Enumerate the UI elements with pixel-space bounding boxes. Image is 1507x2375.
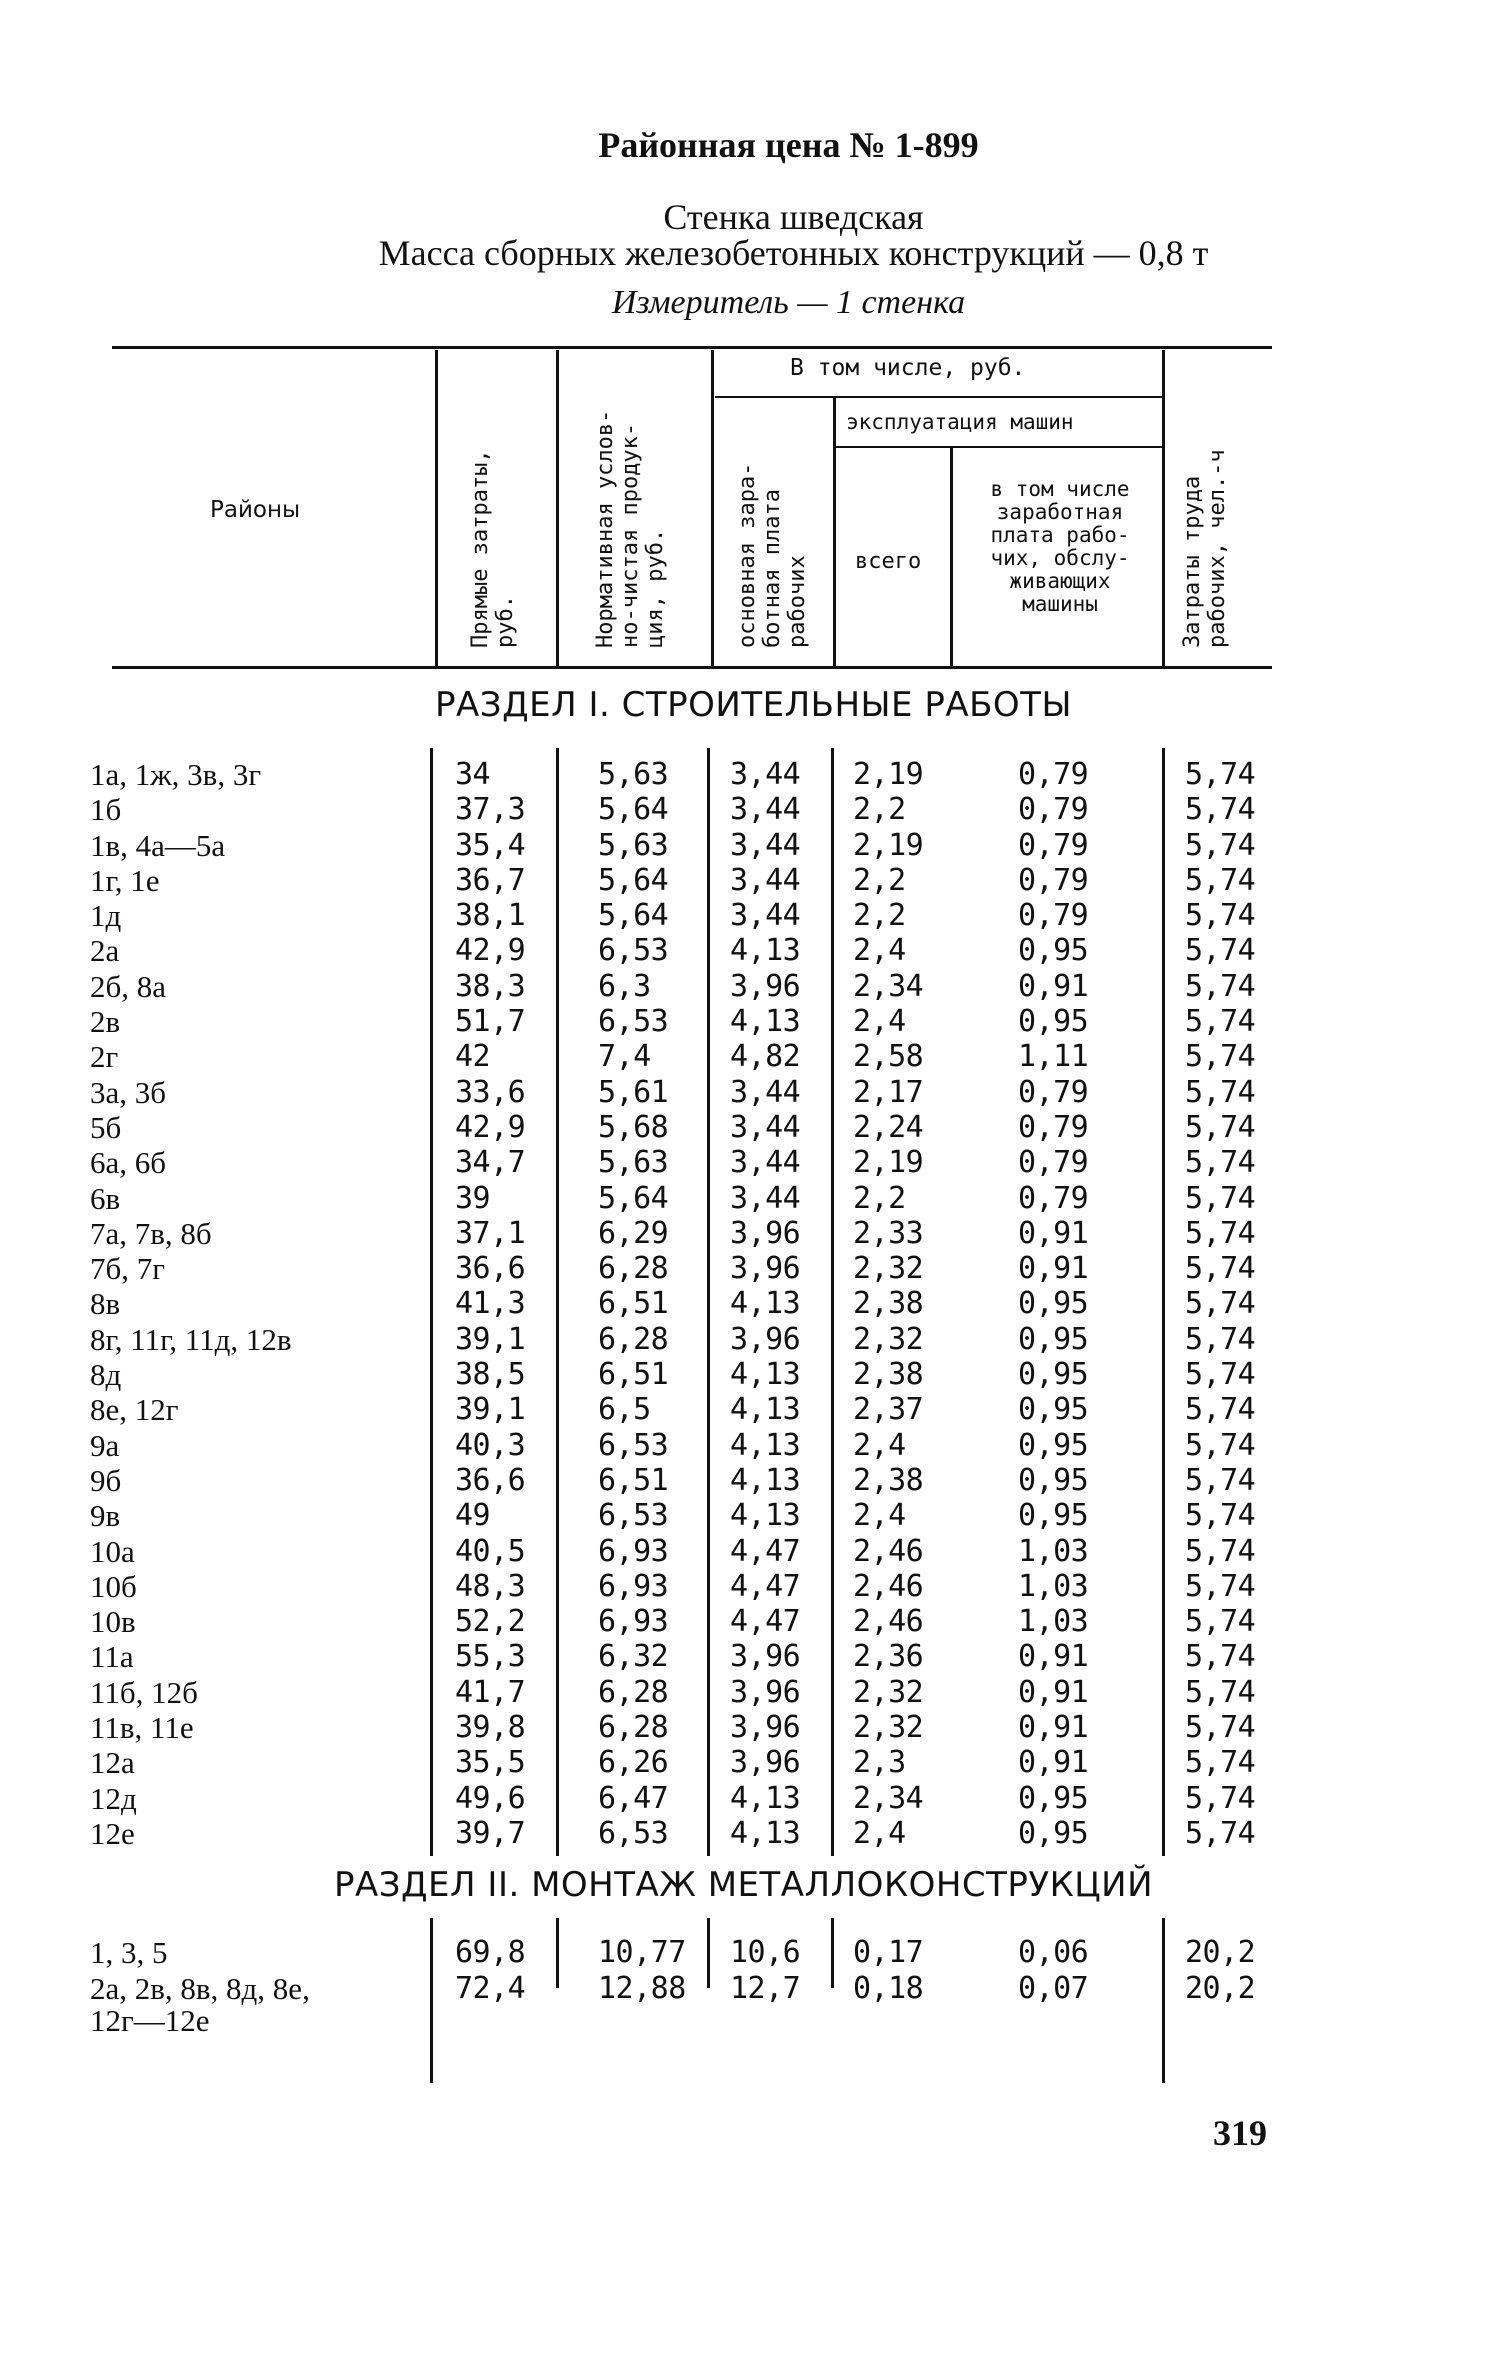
cell-normative: 6,53: [598, 933, 669, 969]
cell-machines-total: 2,2: [853, 898, 906, 934]
table-row: [0, 792, 1507, 827]
cell-machines-wage: 0,95: [1018, 1286, 1089, 1322]
cell-direct-costs: 72,4: [455, 1971, 526, 2006]
cell-machines-wage: 0,79: [1018, 827, 1089, 863]
cell-machines-wage: 1,03: [1018, 1533, 1089, 1569]
cell-machines-total: 0,18: [853, 1971, 924, 2006]
header-divider: [435, 350, 438, 666]
cell-labor: 5,74: [1185, 898, 1256, 934]
cell-normative: 6,53: [598, 1427, 669, 1463]
section-2-continuation: 12г—12е: [90, 2003, 210, 2038]
table-row: [0, 1534, 1507, 1569]
including-rule: [715, 396, 1162, 398]
cell-base-wage: 3,96: [730, 1745, 801, 1781]
cell-direct-costs: 51,7: [455, 1004, 526, 1040]
cell-base-wage: 3,96: [730, 968, 801, 1004]
header-including-wage: в том числе заработная плата рабо- чих, обслу- живающих машины: [990, 477, 1130, 616]
header-divider: [556, 350, 559, 666]
cell-machines-wage: 0,95: [1018, 1427, 1089, 1463]
cell-regions: 11в, 11е: [90, 1710, 194, 1746]
cell-machines-wage: 0,79: [1018, 862, 1089, 898]
cell-machines-wage: 0,91: [1018, 1745, 1089, 1781]
cell-labor: 5,74: [1185, 968, 1256, 1004]
header-divider: [833, 398, 836, 666]
cell-regions: 9в: [90, 1498, 121, 1534]
cell-direct-costs: 35,4: [455, 827, 526, 863]
cell-base-wage: 4,82: [730, 1039, 801, 1075]
header-total: всего: [855, 549, 922, 574]
cell-machines-total: 2,19: [853, 827, 924, 863]
header-bottom-rule: [112, 666, 1272, 669]
machines-rule: [835, 446, 1162, 448]
cell-labor: 5,74: [1185, 1498, 1256, 1534]
cell-regions: 8е, 12г: [90, 1392, 179, 1428]
cell-normative: 5,61: [598, 1074, 669, 1110]
cell-machines-wage: 0,95: [1018, 1815, 1089, 1851]
cell-normative: 6,51: [598, 1286, 669, 1322]
cell-normative: 6,93: [598, 1568, 669, 1604]
cell-labor: 5,74: [1185, 1745, 1256, 1781]
cell-normative: 5,63: [598, 827, 669, 863]
cell-regions: 6а, 6б: [90, 1145, 167, 1181]
cell-regions: 1а, 1ж, 3в, 3г: [90, 757, 262, 792]
cell-base-wage: 3,44: [730, 898, 801, 934]
table-row: [0, 1639, 1507, 1674]
header-labor: Затраты труда рабочих, чел.-ч: [1180, 449, 1230, 648]
cell-normative: 6,93: [598, 1604, 669, 1640]
table-row: [0, 1569, 1507, 1604]
cell-direct-costs: 40,5: [455, 1533, 526, 1569]
cell-normative: 12,88: [598, 1971, 686, 2006]
cell-machines-total: 2,32: [853, 1710, 924, 1746]
cell-machines-wage: 0,95: [1018, 1392, 1089, 1428]
table-row: [0, 1816, 1507, 1851]
cell-regions: 10а: [90, 1533, 135, 1569]
cell-normative: 6,28: [598, 1674, 669, 1710]
cell-base-wage: 3,44: [730, 1180, 801, 1216]
cell-machines-wage: 0,95: [1018, 1780, 1089, 1816]
cell-base-wage: 3,44: [730, 862, 801, 898]
cell-machines-wage: 0,79: [1018, 898, 1089, 934]
cell-labor: 5,74: [1185, 1568, 1256, 1604]
cell-machines-total: 2,46: [853, 1604, 924, 1640]
cell-machines-wage: 0,95: [1018, 1321, 1089, 1357]
cell-machines-total: 2,37: [853, 1392, 924, 1428]
page-title: Районная цена № 1-899: [598, 125, 979, 165]
section-2-title: РАЗДЕЛ II. МОНТАЖ МЕТАЛЛОКОНСТРУКЦИЙ: [333, 1865, 1154, 1905]
cell-direct-costs: 38,5: [455, 1357, 526, 1393]
cell-base-wage: 4,13: [730, 1004, 801, 1040]
cell-base-wage: 3,44: [730, 792, 801, 828]
cell-regions: 7а, 7в, 8б: [90, 1215, 212, 1251]
cell-direct-costs: 35,5: [455, 1745, 526, 1781]
cell-machines-wage: 0,91: [1018, 1710, 1089, 1746]
cell-normative: 6,53: [598, 1498, 669, 1534]
cell-direct-costs: 52,2: [455, 1604, 526, 1640]
cell-regions: 1г, 1е: [90, 862, 160, 898]
cell-regions: 10в: [90, 1604, 136, 1640]
table-row: [0, 1075, 1507, 1110]
cell-direct-costs: 41,7: [455, 1674, 526, 1710]
cell-base-wage: 4,47: [730, 1533, 801, 1569]
cell-labor: 5,74: [1185, 827, 1256, 863]
cell-labor: 5,74: [1185, 1392, 1256, 1428]
cell-labor: 5,74: [1185, 1639, 1256, 1675]
cell-labor: 5,74: [1185, 792, 1256, 828]
cell-labor: 20,2: [1185, 1971, 1256, 2006]
cell-labor: 5,74: [1185, 1710, 1256, 1746]
cell-base-wage: 4,13: [730, 1815, 801, 1851]
cell-machines-total: 2,58: [853, 1039, 924, 1075]
cell-machines-total: 2,4: [853, 1427, 906, 1463]
cell-regions: 2а: [90, 933, 120, 969]
table-row: [0, 757, 1507, 792]
table-row: [0, 1710, 1507, 1745]
cell-direct-costs: 39,1: [455, 1321, 526, 1357]
cell-labor: 5,74: [1185, 1286, 1256, 1322]
cell-regions: 10б: [90, 1568, 137, 1604]
cell-normative: 6,29: [598, 1215, 669, 1251]
cell-direct-costs: 39,7: [455, 1815, 526, 1851]
cell-base-wage: 3,44: [730, 1074, 801, 1110]
cell-base-wage: 4,47: [730, 1604, 801, 1640]
cell-machines-total: 2,2: [853, 1180, 906, 1216]
cell-base-wage: 3,96: [730, 1215, 801, 1251]
cell-labor: 20,2: [1185, 1935, 1256, 1970]
cell-direct-costs: 69,8: [455, 1935, 526, 1970]
cell-machines-wage: 0,91: [1018, 1674, 1089, 1710]
cell-base-wage: 3,96: [730, 1674, 801, 1710]
cell-labor: 5,74: [1185, 1321, 1256, 1357]
cell-machines-wage: 0,79: [1018, 1145, 1089, 1181]
cell-labor: 5,74: [1185, 862, 1256, 898]
cell-regions: 9а: [90, 1427, 120, 1463]
cell-direct-costs: 36,6: [455, 1251, 526, 1287]
table-row: [0, 1110, 1507, 1145]
cell-base-wage: 3,44: [730, 1109, 801, 1145]
cell-normative: 5,68: [598, 1109, 669, 1145]
cell-labor: 5,74: [1185, 1180, 1256, 1216]
cell-machines-wage: 0,91: [1018, 1639, 1089, 1675]
cell-normative: 5,63: [598, 757, 669, 792]
cell-machines-wage: 0,79: [1018, 1109, 1089, 1145]
cell-machines-wage: 0,79: [1018, 1180, 1089, 1216]
cell-base-wage: 10,6: [730, 1935, 801, 1970]
cell-machines-wage: 0,91: [1018, 968, 1089, 1004]
cell-machines-total: 2,4: [853, 933, 906, 969]
header-direct-costs: Прямые затраты, руб.: [468, 449, 518, 648]
cell-base-wage: 4,13: [730, 933, 801, 969]
cell-machines-wage: 1,03: [1018, 1604, 1089, 1640]
cell-machines-total: 2,2: [853, 792, 906, 828]
cell-direct-costs: 49: [455, 1498, 491, 1534]
cell-normative: 6,26: [598, 1745, 669, 1781]
cell-normative: 6,51: [598, 1357, 669, 1393]
cell-normative: 6,5: [598, 1392, 651, 1428]
table-row: [0, 1322, 1507, 1357]
header-divider: [711, 350, 714, 666]
header-regions: Районы: [210, 497, 301, 523]
cell-labor: 5,74: [1185, 1109, 1256, 1145]
cell-normative: 5,64: [598, 792, 669, 828]
cell-base-wage: 3,44: [730, 827, 801, 863]
table-row: [0, 1181, 1507, 1216]
cell-machines-wage: 0,91: [1018, 1251, 1089, 1287]
cell-machines-wage: 0,91: [1018, 1215, 1089, 1251]
cell-normative: 6,53: [598, 1004, 669, 1040]
cell-base-wage: 4,13: [730, 1392, 801, 1428]
header-normative: Нормативная услов- но-чистая продук- ция, руб.: [593, 409, 668, 648]
cell-machines-wage: 0,79: [1018, 1074, 1089, 1110]
cell-regions: 2г: [90, 1039, 119, 1075]
cell-regions: 8д: [90, 1357, 122, 1393]
cell-machines-wage: 0,95: [1018, 1462, 1089, 1498]
table-row: [0, 863, 1507, 898]
table-row: [0, 1286, 1507, 1321]
cell-machines-total: 2,38: [853, 1462, 924, 1498]
header-divider: [1162, 350, 1165, 666]
cell-base-wage: 4,13: [730, 1286, 801, 1322]
cell-labor: 5,74: [1185, 1215, 1256, 1251]
cell-base-wage: 12,7: [730, 1971, 801, 2006]
cell-base-wage: 3,44: [730, 1145, 801, 1181]
cell-machines-total: 2,34: [853, 1780, 924, 1816]
table-row: [0, 1039, 1507, 1074]
cell-direct-costs: 37,1: [455, 1215, 526, 1251]
table-row: [0, 933, 1507, 968]
cell-normative: 7,4: [598, 1039, 651, 1075]
cell-base-wage: 4,47: [730, 1568, 801, 1604]
cell-direct-costs: 33,6: [455, 1074, 526, 1110]
cell-direct-costs: 49,6: [455, 1780, 526, 1816]
cell-labor: 5,74: [1185, 1039, 1256, 1075]
table-row: [0, 1216, 1507, 1251]
cell-labor: 5,74: [1185, 1074, 1256, 1110]
cell-direct-costs: 40,3: [455, 1427, 526, 1463]
cell-direct-costs: 38,1: [455, 898, 526, 934]
cell-machines-total: 2,33: [853, 1215, 924, 1251]
cell-machines-total: 2,34: [853, 968, 924, 1004]
cell-normative: 6,28: [598, 1321, 669, 1357]
cell-machines-total: 0,17: [853, 1935, 924, 1970]
cell-machines-wage: 0,06: [1018, 1935, 1089, 1970]
cell-regions: 12а: [90, 1745, 135, 1781]
cell-machines-wage: 0,95: [1018, 933, 1089, 969]
cell-machines-wage: 1,03: [1018, 1568, 1089, 1604]
cell-base-wage: 4,13: [730, 1498, 801, 1534]
cell-machines-total: 2,32: [853, 1674, 924, 1710]
cell-normative: 6,3: [598, 968, 651, 1004]
cell-regions: 1б: [90, 792, 122, 828]
cell-machines-wage: 0,95: [1018, 1498, 1089, 1534]
cell-normative: 6,93: [598, 1533, 669, 1569]
cell-machines-total: 2,46: [853, 1533, 924, 1569]
table-row: [0, 1745, 1507, 1780]
table-row: [0, 898, 1507, 933]
cell-direct-costs: 42: [455, 1039, 491, 1075]
table-row: [0, 1935, 1507, 1971]
table-row: [0, 1145, 1507, 1180]
cell-machines-total: 2,38: [853, 1286, 924, 1322]
table-row: [0, 1781, 1507, 1816]
cell-direct-costs: 41,3: [455, 1286, 526, 1322]
subtitle-item: Стенка шведская: [663, 197, 924, 237]
cell-machines-wage: 0,79: [1018, 792, 1089, 828]
cell-direct-costs: 34: [455, 757, 491, 792]
cell-base-wage: 4,13: [730, 1780, 801, 1816]
cell-direct-costs: 38,3: [455, 968, 526, 1004]
cell-normative: 5,64: [598, 1180, 669, 1216]
cell-machines-total: 2,32: [853, 1321, 924, 1357]
cell-machines-total: 2,24: [853, 1109, 924, 1145]
cell-regions: 8в: [90, 1286, 121, 1322]
cell-regions: 2б, 8а: [90, 968, 167, 1004]
table-row: [0, 1392, 1507, 1427]
table-row: [0, 1004, 1507, 1039]
cell-regions: 8г, 11г, 11д, 12в: [90, 1321, 292, 1357]
cell-normative: 6,53: [598, 1815, 669, 1851]
header-including: В том числе, руб.: [790, 355, 1026, 381]
cell-machines-total: 2,4: [853, 1004, 906, 1040]
cell-regions: 11а: [90, 1639, 134, 1675]
cell-machines-wage: 0,79: [1018, 757, 1089, 792]
cell-direct-costs: 39,8: [455, 1710, 526, 1746]
cell-normative: 6,47: [598, 1780, 669, 1816]
cell-regions: 1, 3, 5: [90, 1935, 168, 1970]
cell-direct-costs: 39,1: [455, 1392, 526, 1428]
cell-regions: 1в, 4а—5а: [90, 827, 226, 863]
cell-regions: 1д: [90, 898, 122, 934]
cell-regions: 11б, 12б: [90, 1674, 198, 1710]
cell-direct-costs: 42,9: [455, 1109, 526, 1145]
cell-normative: 5,64: [598, 862, 669, 898]
cell-machines-total: 2,38: [853, 1357, 924, 1393]
cell-base-wage: 3,96: [730, 1251, 801, 1287]
cell-direct-costs: 55,3: [455, 1639, 526, 1675]
cell-machines-total: 2,19: [853, 757, 924, 792]
cell-base-wage: 4,13: [730, 1357, 801, 1393]
cell-labor: 5,74: [1185, 1674, 1256, 1710]
cell-machines-total: 2,4: [853, 1815, 906, 1851]
cell-labor: 5,74: [1185, 1604, 1256, 1640]
cell-labor: 5,74: [1185, 1145, 1256, 1181]
cell-base-wage: 4,13: [730, 1427, 801, 1463]
cell-machines-total: 2,36: [853, 1639, 924, 1675]
cell-direct-costs: 39: [455, 1180, 491, 1216]
header-base-wage: основная зара- ботная плата рабочих: [735, 462, 810, 648]
cell-normative: 6,28: [598, 1710, 669, 1746]
section-2-table: [0, 1935, 1507, 2007]
cell-regions: 12д: [90, 1780, 137, 1816]
table-row: [0, 969, 1507, 1004]
cell-direct-costs: 36,6: [455, 1462, 526, 1498]
table-row: [0, 1357, 1507, 1392]
table-row: [0, 1463, 1507, 1498]
cell-machines-total: 2,19: [853, 1145, 924, 1181]
section-1-table: [0, 757, 1507, 1851]
table-row: [0, 1428, 1507, 1463]
cell-regions: 2а, 2в, 8в, 8д, 8е,: [90, 1971, 310, 2006]
cell-machines-total: 2,32: [853, 1251, 924, 1287]
cell-machines-total: 2,2: [853, 862, 906, 898]
cell-base-wage: 3,96: [730, 1710, 801, 1746]
cell-regions: 2в: [90, 1004, 121, 1040]
cell-regions: 5б: [90, 1109, 122, 1145]
cell-normative: 6,32: [598, 1639, 669, 1675]
cell-labor: 5,74: [1185, 1815, 1256, 1851]
cell-labor: 5,74: [1185, 1427, 1256, 1463]
cell-base-wage: 4,13: [730, 1462, 801, 1498]
subtitle-mass: Масса сборных железобетонных конструкций — 0,8 т: [378, 233, 1209, 273]
cell-labor: 5,74: [1185, 757, 1256, 792]
table-row: [0, 1498, 1507, 1533]
cell-machines-wage: 0,95: [1018, 1357, 1089, 1393]
page-number: 319: [1213, 2113, 1267, 2153]
cell-machines-total: 2,17: [853, 1074, 924, 1110]
cell-normative: 5,63: [598, 1145, 669, 1181]
section-1-title: РАЗДЕЛ I. СТРОИТЕЛЬНЫЕ РАБОТЫ: [435, 685, 1072, 725]
cell-machines-total: 2,4: [853, 1498, 906, 1534]
cell-machines-total: 2,46: [853, 1568, 924, 1604]
cell-direct-costs: 37,3: [455, 792, 526, 828]
cell-base-wage: 3,44: [730, 757, 801, 792]
cell-machines-wage: 1,11: [1018, 1039, 1089, 1075]
cell-base-wage: 3,96: [730, 1321, 801, 1357]
cell-normative: 6,51: [598, 1462, 669, 1498]
cell-direct-costs: 34,7: [455, 1145, 526, 1181]
subtitle-measure: Измеритель — 1 стенка: [611, 284, 966, 321]
table-row: [0, 1971, 1507, 2007]
cell-direct-costs: 42,9: [455, 933, 526, 969]
cell-normative: 5,64: [598, 898, 669, 934]
table-row: [0, 1675, 1507, 1710]
cell-labor: 5,74: [1185, 1533, 1256, 1569]
cell-labor: 5,74: [1185, 1357, 1256, 1393]
table-row: [0, 1604, 1507, 1639]
cell-labor: 5,74: [1185, 1462, 1256, 1498]
table-row: [0, 828, 1507, 863]
header-top-rule: [112, 346, 1272, 349]
cell-machines-wage: 0,07: [1018, 1971, 1089, 2006]
cell-machines-total: 2,3: [853, 1745, 906, 1781]
header-divider: [950, 448, 953, 666]
table-row: [0, 1251, 1507, 1286]
cell-labor: 5,74: [1185, 1780, 1256, 1816]
cell-regions: 12е: [90, 1815, 135, 1851]
cell-machines-wage: 0,95: [1018, 1004, 1089, 1040]
cell-labor: 5,74: [1185, 1251, 1256, 1287]
cell-labor: 5,74: [1185, 933, 1256, 969]
cell-regions: 7б, 7г: [90, 1251, 165, 1287]
cell-regions: 6в: [90, 1180, 121, 1216]
cell-direct-costs: 48,3: [455, 1568, 526, 1604]
cell-normative: 10,77: [598, 1935, 686, 1970]
cell-normative: 6,28: [598, 1251, 669, 1287]
header-machine-ops: эксплуатация машин: [846, 410, 1074, 434]
cell-regions: 3а, 3б: [90, 1074, 167, 1110]
cell-regions: 9б: [90, 1462, 122, 1498]
cell-labor: 5,74: [1185, 1004, 1256, 1040]
cell-base-wage: 3,96: [730, 1639, 801, 1675]
cell-direct-costs: 36,7: [455, 862, 526, 898]
